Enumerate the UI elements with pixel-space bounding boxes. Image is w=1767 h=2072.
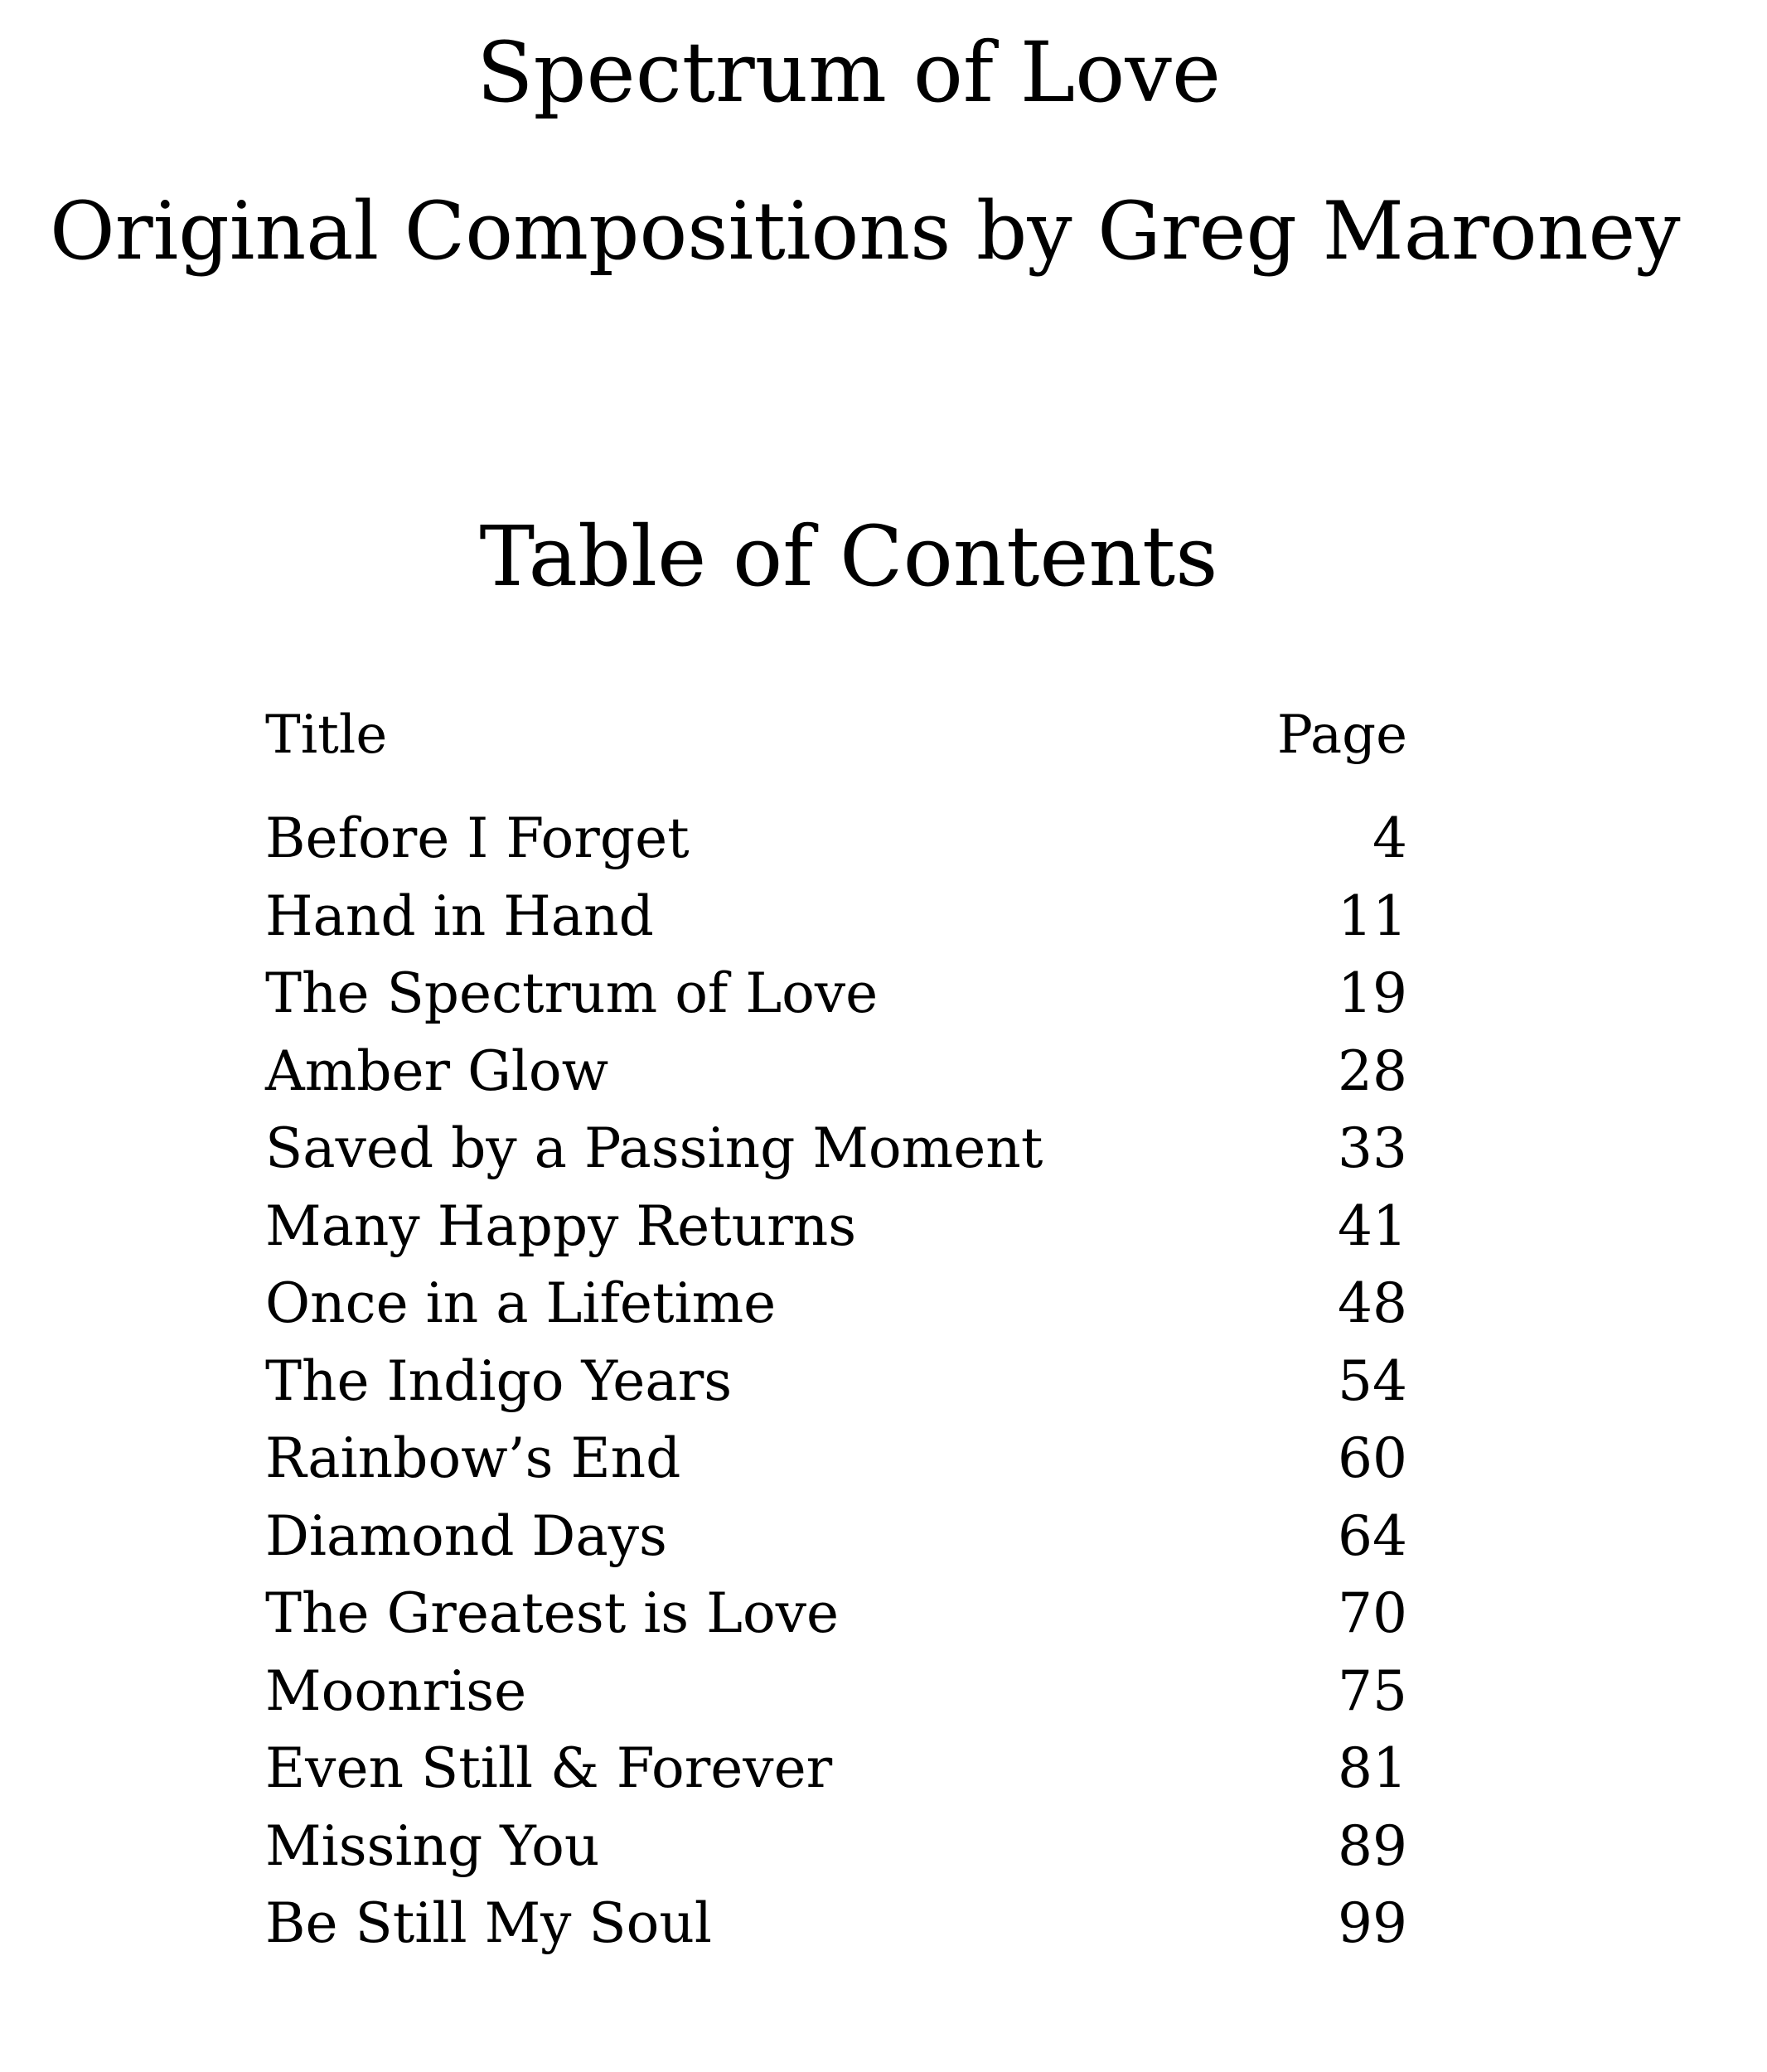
toc-entry-title: Amber Glow [265,1038,609,1103]
toc-entry [265,1885,1407,1963]
toc-entry [265,1498,1407,1576]
toc-entry-title: Diamond Days [265,1503,667,1568]
toc-entry [265,1420,1407,1498]
toc-entry-title: Rainbow’s End [265,1426,681,1490]
toc-entry-page: 19 [1338,961,1407,1025]
toc-entry-title: The Indigo Years [265,1348,733,1413]
table-of-contents [265,696,1407,1963]
toc-entry-page: 4 [1372,806,1407,870]
toc-entry-page: 99 [1338,1891,1407,1955]
toc-entry-page: 64 [1338,1503,1407,1568]
toc-entry [265,1575,1407,1653]
toc-entry-page: 28 [1338,1038,1407,1103]
toc-entry-title: Before I Forget [265,806,690,870]
book-subtitle: Original Compositions by Greg Maroney [50,185,1681,278]
toc-entry [265,955,1407,1033]
toc-entry-title: Moonrise [265,1658,527,1723]
toc-heading: Table of Contents [479,508,1218,605]
toc-header-row [265,696,1407,775]
toc-entry-page: 60 [1338,1426,1407,1490]
toc-entry [265,1343,1407,1421]
toc-entry [265,800,1407,878]
toc-entry-page: 33 [1338,1116,1407,1180]
toc-entry-page: 48 [1338,1271,1407,1335]
toc-column-title: Title [265,704,388,766]
book-title: Spectrum of Love [477,24,1221,121]
toc-entry-title: The Greatest is Love [265,1581,840,1645]
toc-column-page: Page [1276,704,1407,766]
toc-entry-title: Missing You [265,1813,600,1878]
toc-entry [265,1188,1407,1266]
toc-entry-title: Be Still My Soul [265,1891,712,1955]
toc-entry-page: 11 [1338,884,1407,948]
toc-entry-page: 41 [1338,1193,1407,1258]
toc-entry [265,1808,1407,1886]
toc-entry-page: 75 [1338,1658,1407,1723]
toc-list [265,800,1407,1963]
toc-entry [265,1110,1407,1188]
toc-entry-page: 54 [1338,1348,1407,1413]
toc-entry-title: Even Still & Forever [265,1736,833,1800]
toc-entry [265,1730,1407,1808]
toc-entry-title: Many Happy Returns [265,1193,857,1258]
toc-entry-page: 89 [1338,1813,1407,1878]
toc-entry [265,878,1407,956]
toc-entry-page: 70 [1338,1581,1407,1645]
toc-entry [265,1653,1407,1731]
toc-entry [265,1033,1407,1111]
toc-entry-title: The Spectrum of Love [265,961,879,1025]
toc-entry-title: Hand in Hand [265,884,654,948]
toc-entry [265,1265,1407,1343]
toc-entry-title: Once in a Lifetime [265,1271,777,1335]
toc-entry-page: 81 [1338,1736,1407,1800]
toc-entry-title: Saved by a Passing Moment [265,1116,1043,1180]
